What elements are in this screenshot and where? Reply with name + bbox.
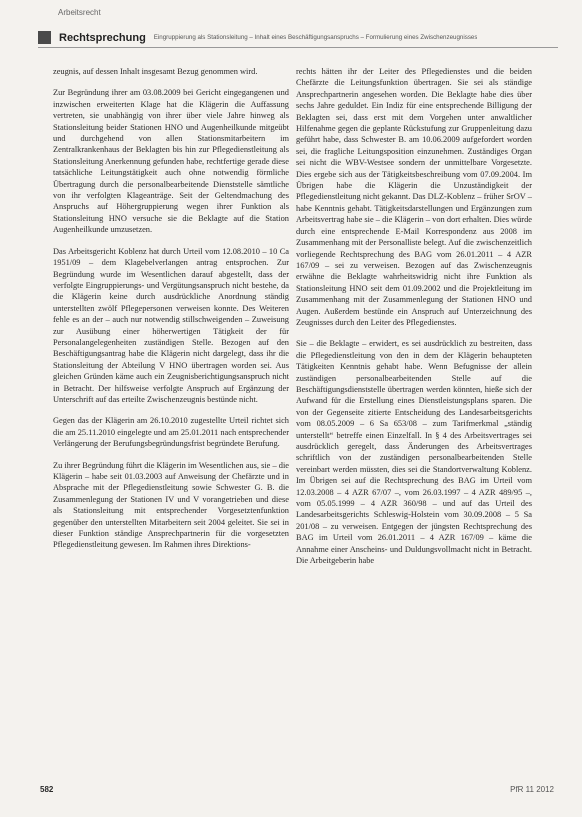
paragraph: Gegen das der Klägerin am 26.10.2010 zugestellte Urteil richtet sich die am 25.11.2010 eingelegte und am 25.01.2011 nach entsprechender Verlängerung der Berufungsbegründungsfrist begründete Berufung.	[53, 416, 289, 449]
header-divider	[38, 47, 558, 48]
paragraph: Sie – die Beklagte – erwidert, es sei ausdrücklich zu bestreiten, dass die Pflegedienstleitung von den in dem der Klägerin behaupteten Tätigkeiten Kenntnis gehabt habe. Wenn Befugnisse der allein zuständigen personalbearbeitenden Stelle auf die Beschäftigungsdienststelle übertragen werden könnten, hieße sich der Aufwand für die Erstellung eines Dienstleistungsplans sparen. Die von der Gegenseite zitierte Entscheidung des Landesarbeitsgerichts vom 08.05.2009 – 6 Sa 653/08 – zum Tarifmerkmal „ständig unterstellt“ betreffe einen Einzelfall. In § 4 des Arbeitsvertrages sei ausdrücklich geregelt, dass Änderungen des Arbeitsvertrages schriftlich von der zuständigen personalbearbeitenden Stelle vereinbart werden müssten, dies sei die Standortverwaltung Koblenz. Im Übrigen sei auf die Rechtsprechung des BAG im Urteil vom 12.03.2008 – 4 AZR 67/07 –, vom 26.03.1997 – 4 AZR 489/95 –, vom 05.05.1999 – 4 AZR 360/98 – und auf das Urteil des Landesarbeitsgerichts Schleswig-Holstein vom 30.09.2008 – 5 Sa 201/08 – zu verweisen. Entgegen der jüngsten Rechtsprechung des BAG im Urteil vom 26.01.2011 – 4 AZR 167/09 – käme die Annahme einer Anscheins- und Duldungsvollmacht nicht in Betracht. Die Arbeitgeberin habe	[296, 339, 532, 566]
paragraph: Zur Begründung ihrer am 03.08.2009 bei Gericht eingegangenen und inzwischen erweiterten Klage hat die Klägerin die Auffassung vertreten, sie unabhängig von ihrer über viele Jahre hinweg als Stationsleitung beider Stationen HNO und Augenheilkunde mitgeübt und durchgehend von allen Stationsmitarbeitern im Zentralkrankenhaus der Beklagten bis hin zur Pflegedienstleitung als Stationsleitung Anerkennung gefunden habe, rechtfertige gerade diese tatsächliche Leitungstätigkeit auch ohne notwendig förmliche Übertragung durch die personalbearbeitende Dienststelle sämtliche von ihr verfolgten Klageanträge. Seit der Geltendmachung des Anspruchs auf Höhergruppierung wegen ihrer Funktion als Stationsleitung HNO versuche sie die Beklagte auf die Station Augenheilkunde umzusetzen.	[53, 88, 289, 235]
page-header	[38, 31, 558, 44]
header-square-icon	[38, 31, 51, 44]
journal-issue: PfR 11 2012	[510, 785, 554, 794]
paragraph: Zu ihrer Begründung führt die Klägerin im Wesentlichen aus, sie – die Klägerin – habe seit 01.03.2003 auf Anweisung der Chefärzte und in Absprache mit der Pflegedienstleitung sowie Schwester G. B. die Zusammenlegung der Stationen IV und V vorangetrieben und diese als Stationsleitung mit entsprechender Vorgesetztenfunktion gegenüber den unterstellten Mitarbeitern seit 2004 geleitet. Sie sei in dieser Funktion ständige Ansprechpartnerin für die vorgesetzten Pflegedienstleitung gewesen. Im Rahmen ihres Direktions-	[53, 460, 289, 550]
left-column	[53, 66, 289, 561]
header-title: Rechtsprechung	[59, 31, 146, 44]
paragraph: rechts hätten ihr der Leiter des Pflegedienstes und die beiden Chefärzte die Leitungsfunktion übertragen. Sie sei als ständige Ansprechpartnerin angesehen worden. Die Beklagte habe dies über sechs Jahre geduldet. Ein Indiz für eine entsprechende Billigung der Beklagten sei, dass erst mit dem Vorgehen unter anwaltlicher Hilfenahme gegen die geplante Rückstufung zur Gruppenleitung dazu geführt habe, dass Schwester B. am 10.06.2009 aufgefordert worden sei, die fragliche Leitungsposition einzunehmen. Zuständiges Organ sei nicht die WBV-Westsee sondern der unmittelbare Vorgesetzte. Dies ergebe sich aus der Tätigkeitsbeschreibung vom 07.09.2004. Im Übrigen habe die Klägerin die Unzuständigkeit der Pflegedienstleitung nicht gekannt. Das DLZ-Koblenz – früher SrOV – habe Kenntnis gehabt. Tätigkeitsdarstellungen und Ergänzungen zum Arbeitsvertrag habe sie – die Klägerin – von dort erhalten. Dies würde durch eine entsprechende E-Mail Korrespondenz aus 2008 im Zusammenhang mit der Personalliste belegt. Auf die zwischenzeitlich vorliegende Rechtsprechung des BAG vom 26.01.2011 – 4 AZR 167/09 – sei zu verweisen. Bezogen auf das Zwischenzeugnis erwähne die Beklagte wahrheitswidrig nicht ihre Funktion als Stationsleitung HNO seit dem 01.09.2002 und die Projektleitung im Zusammenhang mit der Zusammenlegung der Stationen HNO und Augen. Außerdem bestünde ein Anspruch auf Unterzeichnung des Zeugnisses durch den Leiter des Pflegedienstes.	[296, 67, 532, 327]
paragraph: zeugnis, auf dessen Inhalt insgesamt Bezug genommen wird.	[53, 67, 258, 76]
page-number: 582	[40, 785, 54, 794]
paragraph: Das Arbeitsgericht Koblenz hat durch Urteil vom 12.08.2010 – 10 Ca 1951/09 – dem Klagebelverlangen antrag entsprochen. Zur Begründung wurde im Wesentlichen darauf abgestellt, dass der verfolgte Eingruppierungs- und Vergütungsanspruch nicht bestehe, da die Klägerin keine durch ausdrückliche Anordnung ständig unterstellten zwölf Pflegepersonen verweisen konnte. Des Weiteren fehle es an der – auch nur notwendig stillschweigenden – Zuweisung zur Ausübung einer höherwertigen Tätigkeit der für Personalangelegenheiten zuständigen Stelle. Bezogen auf den Beschäftigungsantrag habe die Klägerin nicht dargelegt, dass ihr die Stationsleitung der Abteilung V HNO übertragen worden sei. Aus gleichen Gründen käme auch ein Zeugnisberichtigungsanspruch nicht in Betracht. Der hilfsweise verfolgte Anspruch auf Ergänzung der Unterschrift auf das erteilte Zwischenzeugnis bestünde nicht.	[53, 246, 289, 404]
section-label: Arbeitsrecht	[58, 8, 101, 17]
right-column	[296, 66, 532, 576]
header-subtitle: Eingruppierung als Stationsleitung – Inhalt eines Beschäftigungsanspruchs – Formulierung eines Zwischenzeugnisses	[153, 34, 478, 41]
